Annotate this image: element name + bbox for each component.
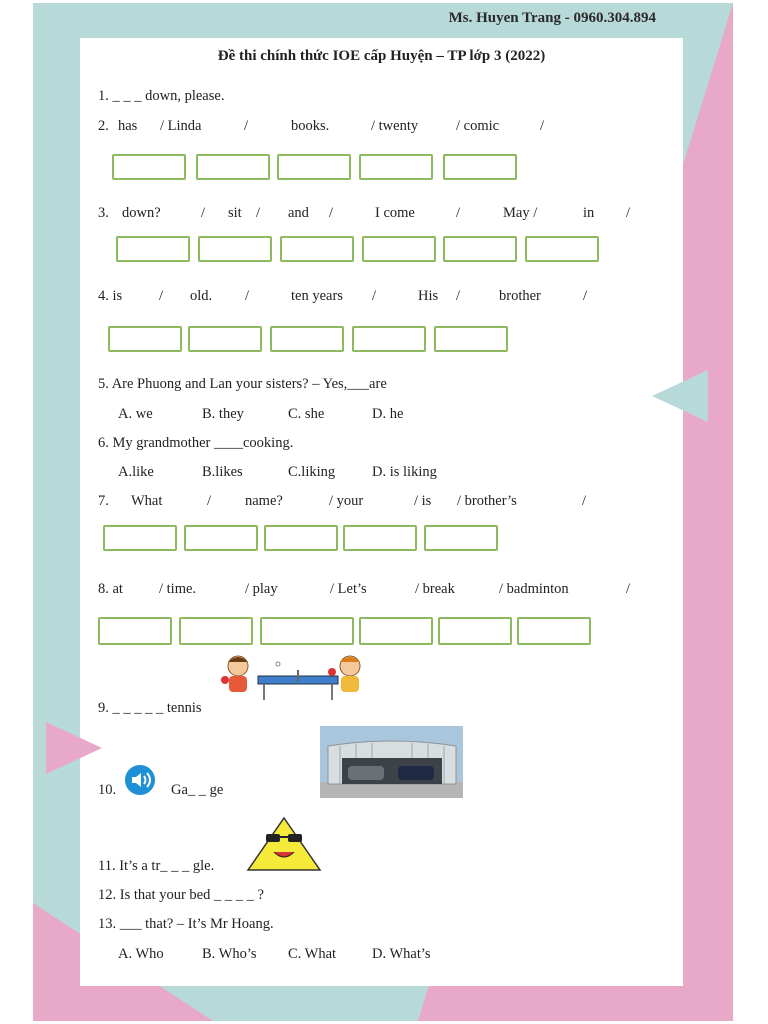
- option-d[interactable]: D. he: [372, 406, 404, 422]
- option-b[interactable]: B. Who’s: [202, 946, 257, 962]
- answer-box[interactable]: [103, 525, 177, 551]
- answer-box[interactable]: [184, 525, 258, 551]
- word-token: down?: [122, 205, 161, 221]
- answer-box[interactable]: [270, 326, 344, 352]
- question-5: 5. Are Phuong and Lan your sisters? – Yes,___are: [98, 376, 387, 392]
- answer-box[interactable]: [277, 154, 351, 180]
- question-12: 12. Is that your bed _ _ _ _ ?: [98, 887, 264, 903]
- option-c[interactable]: C. What: [288, 946, 337, 962]
- answer-box[interactable]: [116, 236, 190, 262]
- word-token: /: [244, 118, 249, 134]
- word-token: /: [245, 288, 250, 304]
- word-token: /: [456, 288, 461, 304]
- word-token: /: [582, 493, 587, 509]
- question-1: 1. _ _ _ down, please.: [98, 88, 225, 104]
- answer-box[interactable]: [434, 326, 508, 352]
- question-13: 13. ___ that? – It’s Mr Hoang.: [98, 916, 274, 932]
- answer-box[interactable]: [188, 326, 262, 352]
- ping-pong-image: [220, 652, 368, 702]
- answer-box[interactable]: [352, 326, 426, 352]
- word-token: / brother’s: [457, 493, 517, 509]
- word-token: ten years: [291, 288, 343, 304]
- question-10: Ga_ _ ge: [171, 782, 224, 798]
- page-title: Đề thi chính thức IOE cấp Huyện – TP lớp 3 (2022): [217, 48, 546, 64]
- word-token: in: [583, 205, 595, 221]
- option-d[interactable]: D. is liking: [372, 464, 437, 480]
- word-token: May /: [503, 205, 538, 221]
- answer-box[interactable]: [179, 617, 253, 645]
- option-a[interactable]: A. we: [118, 406, 153, 422]
- word-token: /: [329, 205, 334, 221]
- option-b[interactable]: B. they: [202, 406, 244, 422]
- question-9: 9. _ _ _ _ _ tennis: [98, 700, 202, 716]
- word-token: / is: [414, 493, 432, 509]
- option-c[interactable]: C.liking: [288, 464, 336, 480]
- answer-box[interactable]: [112, 154, 186, 180]
- answer-box[interactable]: [196, 154, 270, 180]
- word-token: /: [201, 205, 206, 221]
- answer-box[interactable]: [264, 525, 338, 551]
- word-token: / play: [245, 581, 278, 597]
- question-11: 11. It’s a tr_ _ _ gle.: [98, 858, 215, 874]
- word-token: / badminton: [499, 581, 569, 597]
- word-token: and: [288, 205, 309, 221]
- question-number: 7.: [98, 493, 109, 509]
- answer-box[interactable]: [443, 236, 517, 262]
- option-d[interactable]: D. What’s: [372, 946, 431, 962]
- option-c[interactable]: C. she: [288, 406, 325, 422]
- option-a[interactable]: A.like: [118, 464, 154, 480]
- word-token: old.: [190, 288, 213, 304]
- word-token: / your: [329, 493, 364, 509]
- question-number: 4. is: [98, 288, 123, 304]
- question-number: 10.: [98, 782, 117, 798]
- word-token: /: [456, 205, 461, 221]
- answer-box[interactable]: [98, 617, 172, 645]
- question-number: 8. at: [98, 581, 123, 597]
- word-token: sit: [228, 205, 242, 221]
- option-b[interactable]: B.likes: [202, 464, 243, 480]
- word-token: / comic: [456, 118, 500, 134]
- garage-image: [320, 726, 463, 798]
- answer-box[interactable]: [359, 154, 433, 180]
- word-token: /: [207, 493, 212, 509]
- word-token: books.: [291, 118, 330, 134]
- word-token: I come: [375, 205, 415, 221]
- question-number: 2.: [98, 118, 109, 134]
- answer-box[interactable]: [343, 525, 417, 551]
- word-token: /: [372, 288, 377, 304]
- teacher-contact: Ms. Huyen Trang - 0960.304.894: [448, 10, 656, 26]
- answer-box[interactable]: [260, 617, 354, 645]
- word-token: has: [118, 118, 138, 134]
- answer-box[interactable]: [424, 525, 498, 551]
- word-token: /: [626, 581, 631, 597]
- word-token: /: [256, 205, 261, 221]
- answer-box[interactable]: [525, 236, 599, 262]
- word-token: /: [540, 118, 545, 134]
- word-token: / break: [415, 581, 455, 597]
- word-token: brother: [499, 288, 541, 304]
- word-token: / Let’s: [330, 581, 367, 597]
- word-token: What: [131, 493, 163, 509]
- answer-box[interactable]: [443, 154, 517, 180]
- word-token: / Linda: [160, 118, 202, 134]
- option-a[interactable]: A. Who: [118, 946, 164, 962]
- question-6: 6. My grandmother ____cooking.: [98, 435, 294, 451]
- worksheet-paper: [80, 38, 683, 986]
- answer-box[interactable]: [438, 617, 512, 645]
- triangle-character-image: [246, 816, 322, 872]
- answer-box[interactable]: [362, 236, 436, 262]
- word-token: /: [159, 288, 164, 304]
- word-token: / twenty: [371, 118, 419, 134]
- answer-box[interactable]: [517, 617, 591, 645]
- answer-box[interactable]: [359, 617, 433, 645]
- answer-box[interactable]: [198, 236, 272, 262]
- word-token: His: [418, 288, 439, 304]
- word-token: /: [626, 205, 631, 221]
- word-token: / time.: [159, 581, 197, 597]
- word-token: /: [583, 288, 588, 304]
- speaker-icon[interactable]: [124, 764, 156, 796]
- answer-box[interactable]: [108, 326, 182, 352]
- answer-box[interactable]: [280, 236, 354, 262]
- question-number: 3.: [98, 205, 109, 221]
- word-token: name?: [245, 493, 283, 509]
